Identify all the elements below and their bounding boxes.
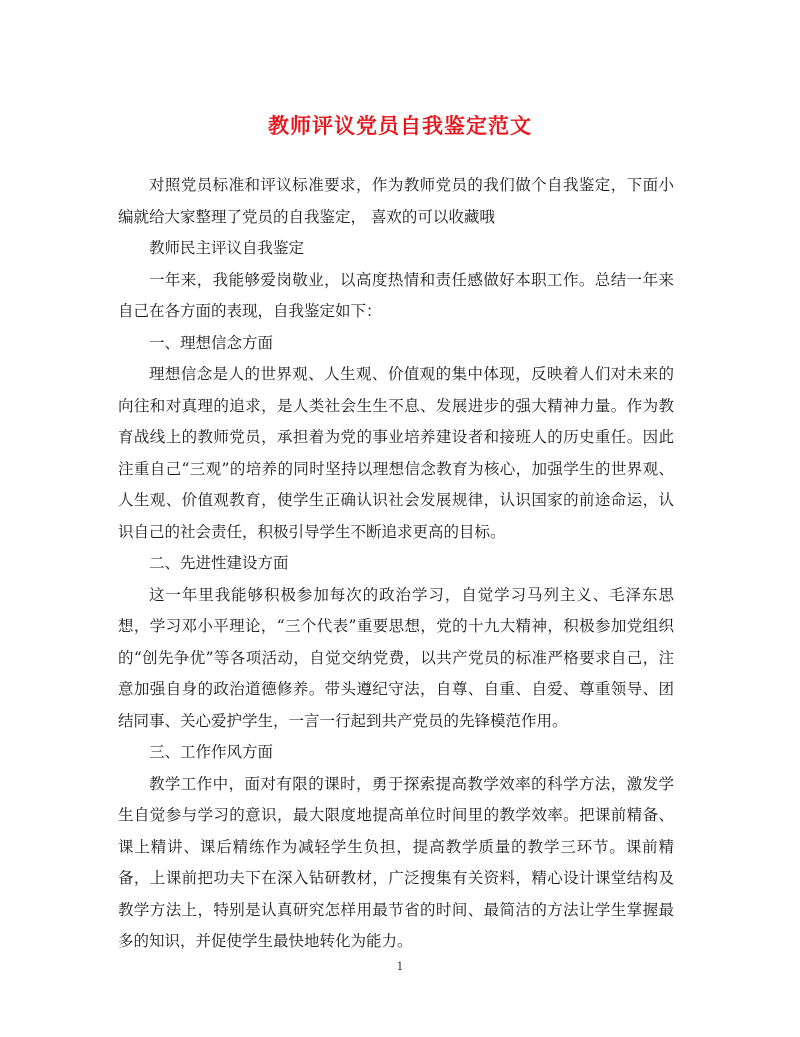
advanced-paragraph: 这一年里我能够积极参加每次的政治学习，自觉学习马列主义、毛泽东思想，学习邓小平理论，“三个代表”重要思想，党的十九大精神，积极参加党组织的“创先争优”等各项活动，自觉交纳党费，以共产党员的标准严格要求自己，注意加强自身的政治道德修养。带头遵纪守法，自尊、自重、自爱、尊重领导、团结同事、关心爱护学生，一言一行起到共产党员的先锋模范作用。 [118, 585, 674, 730]
section-heading-ideals: 一、理想信念方面 [149, 333, 274, 352]
page-number: 1 [396, 960, 404, 973]
ideals-paragraph: 理想信念是人的世界观、人生观、价值观的集中体现，反映着人们对未来的向往和对真理的追求，是人类社会生生不息、发展进步的强大精神力量。作为教育战线上的教师党员，承担着为党的事业培养建设者和接班人的历史重任。因此注重自己“三观”的培养的同时坚持以理想信念教育为核心，加强学生的世界观、人生观、价值观教育，使学生正确认识社会发展规律，认识国家的前途命运，认识自己的社会责任，积极引导学生不断追求更高的目标。 [118, 365, 674, 541]
work-style-paragraph: 教学工作中，面对有限的课时，勇于探索提高教学效率的科学方法，激发学生自觉参与学习的意识，最大限度地提高单位时间里的教学效率。把课前精备、课上精讲、课后精练作为减轻学生负担，提高教学质量的教学三环节。课前精备，上课前把功夫下在深入钻研教材，广泛搜集有关资料，精心设计课堂结构及教学方法上，特别是认真研究怎样用最节省的时间、最简洁的方法让学生掌握最多的知识，并促使学生最快地转化为能力。 [118, 774, 674, 950]
summary-paragraph: 一年来，我能够爱岗敬业，以高度热情和责任感做好本职工作。总结一年来自己在各方面的表现，自我鉴定如下： [118, 270, 674, 320]
document-title: 教师评议党员自我鉴定范文 [268, 113, 532, 138]
document-body [118, 170, 674, 958]
intro-paragraph: 对照党员标准和评议标准要求，作为教师党员的我们做个自我鉴定，下面小编就给大家整理了党员的自我鉴定， 喜欢的可以收藏哦 [118, 176, 674, 226]
section-heading-main: 教师民主评议自我鉴定 [149, 239, 305, 257]
section-heading-advanced: 二、先进性建设方面 [149, 554, 289, 572]
section-heading-work-style: 三、工作作风方面 [149, 743, 274, 761]
